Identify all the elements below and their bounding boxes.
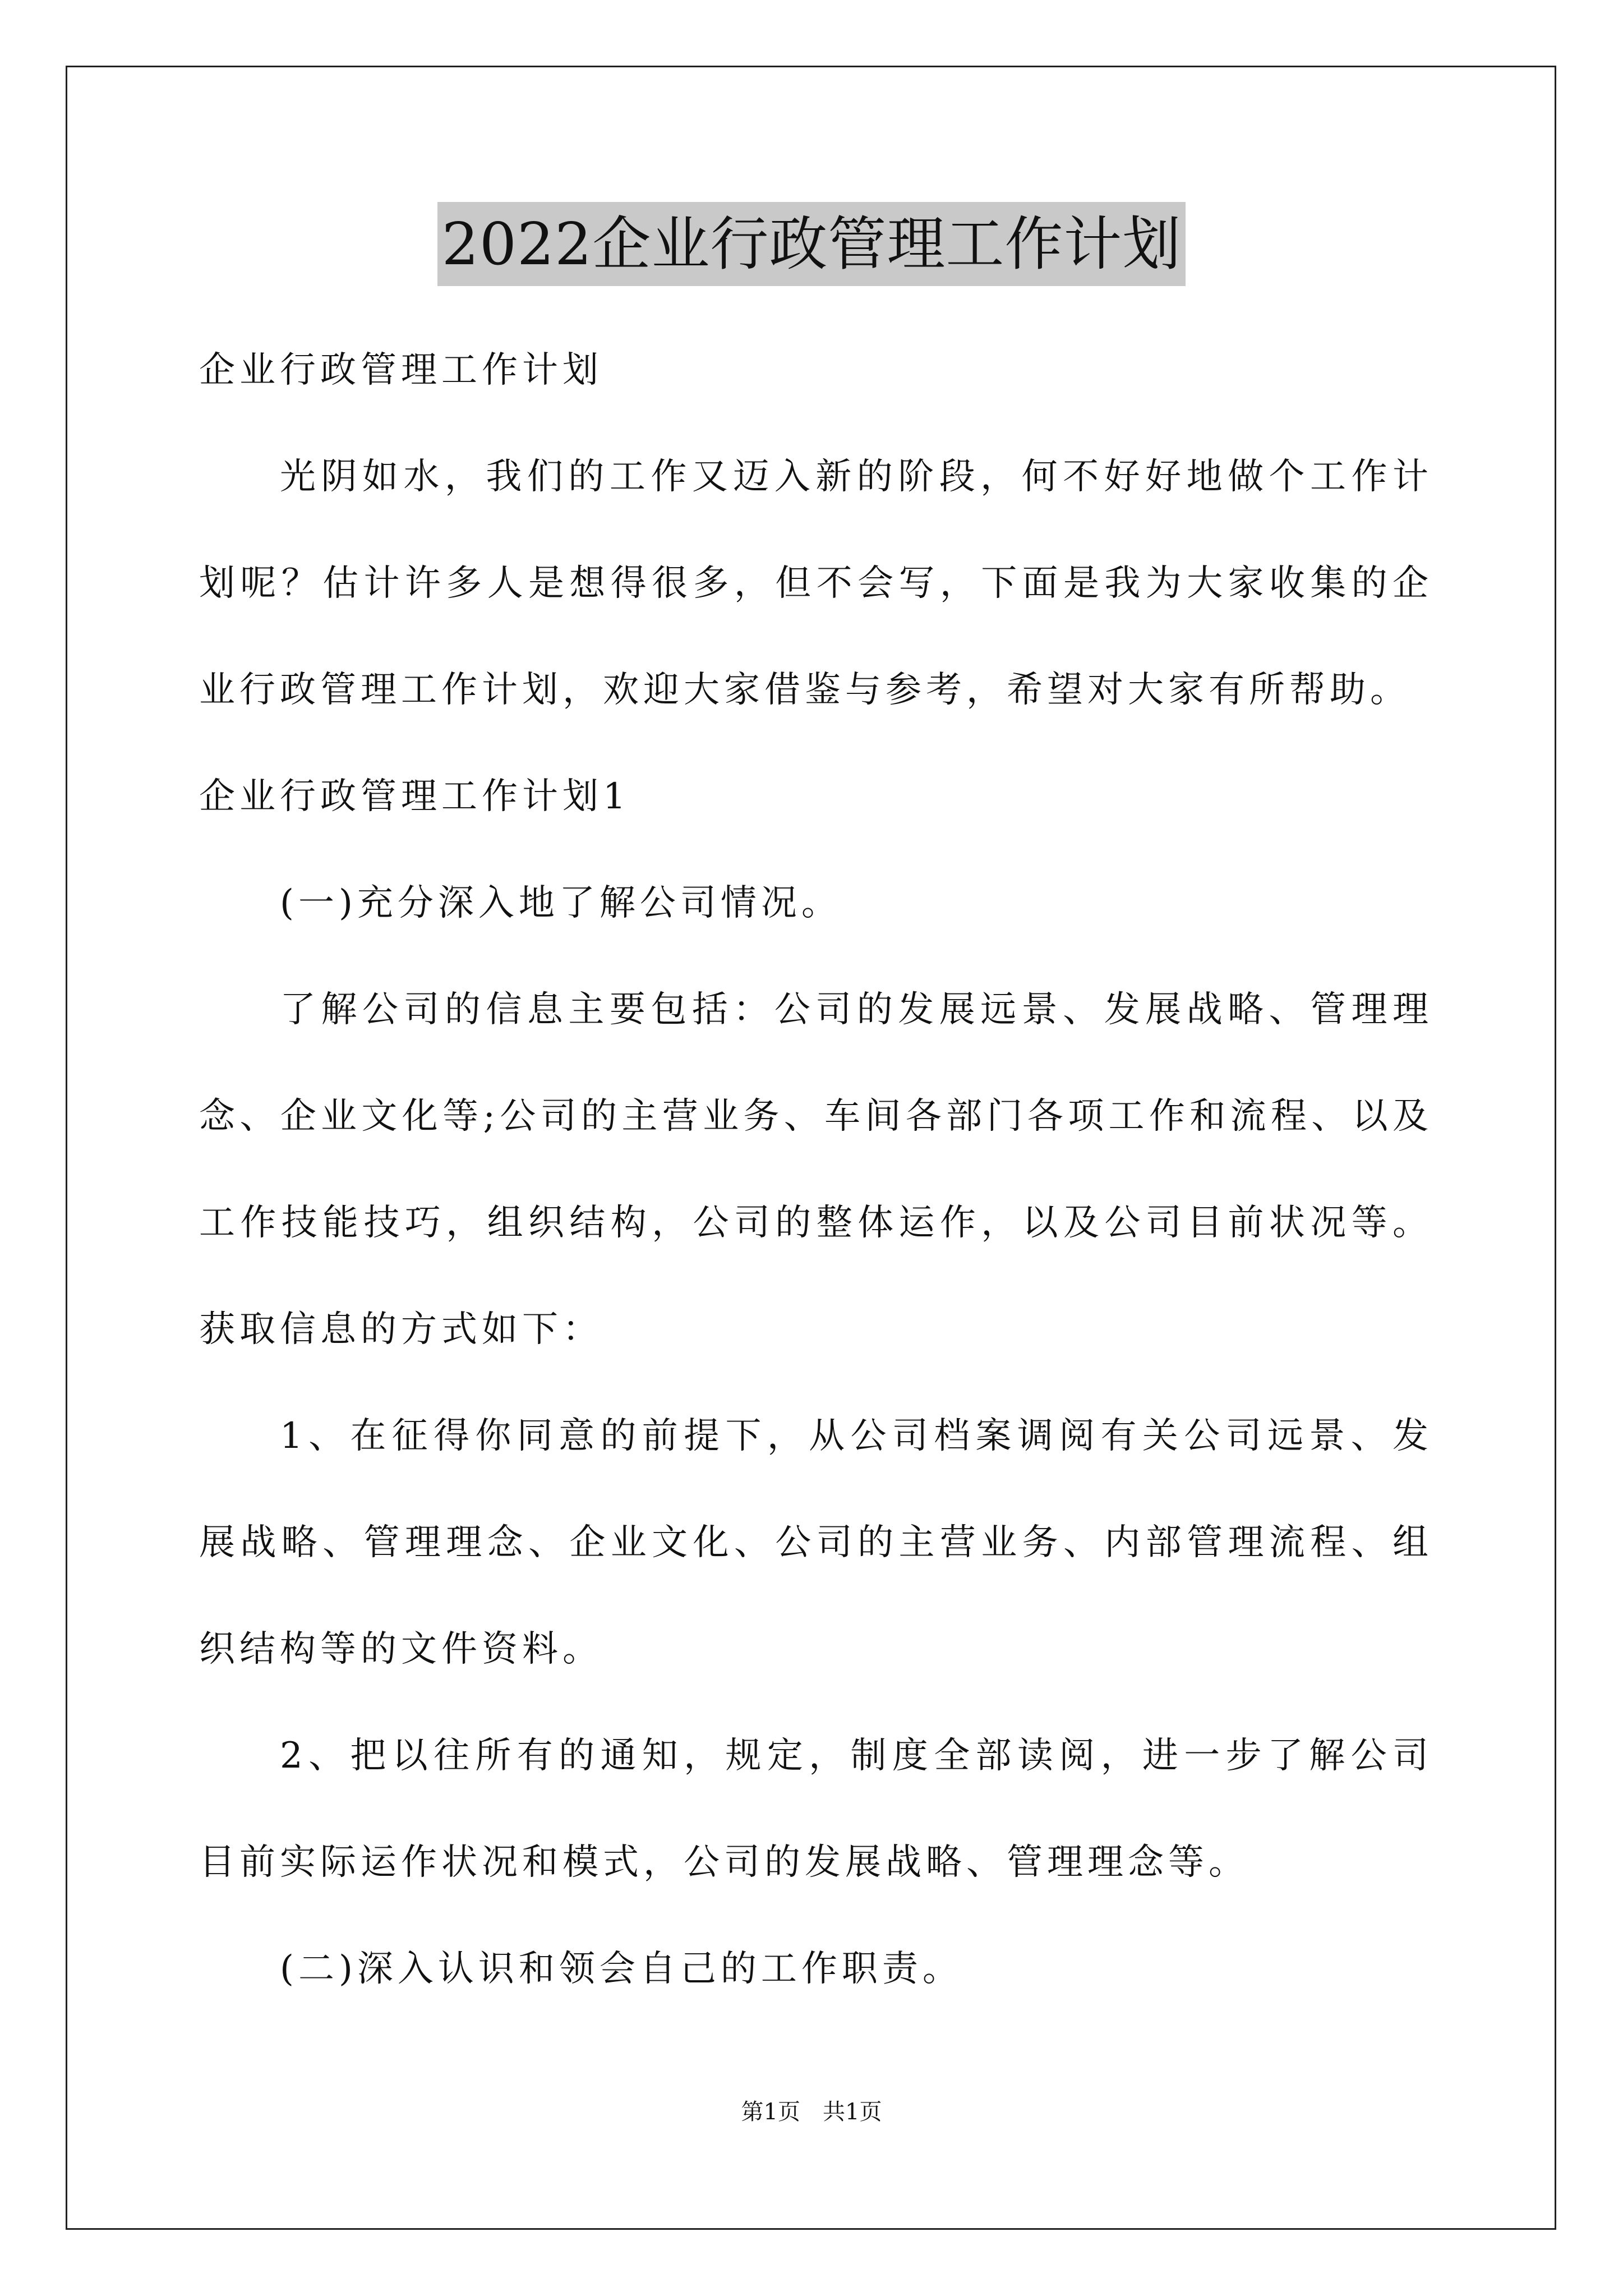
paragraph: 企业行政管理工作计划1: [199, 776, 630, 817]
paragraph: (二)深入认识和领会自己的工作职责。: [280, 1948, 963, 1990]
document-body: [199, 317, 1433, 2022]
page-total: 共1页: [823, 2099, 882, 2125]
paragraph: 企业行政管理工作计划: [199, 349, 603, 391]
paragraph: 1、在征得你同意的前提下，从公司档案调阅有关公司远景、发展战略、管理理念、企业文化、公司的主营业务、内部管理流程、组织结构等的文件资料。: [199, 1415, 1433, 1670]
title-container: [0, 202, 1623, 286]
paragraph: 2、把以往所有的通知，规定，制度全部读阅，进一步了解公司目前实际运作状况和模式，公司的发展战略、管理理念等。: [199, 1735, 1433, 1883]
paragraph: 光阴如水，我们的工作又迈入新的阶段，何不好好地做个工作计划呢？估计许多人是想得很多，但不会写，下面是我为大家收集的企业行政管理工作计划，欢迎大家借鉴与参考，希望对大家有所帮助。: [199, 456, 1433, 711]
page-number: 第1页: [741, 2099, 800, 2125]
paragraph: (一)充分深入地了解公司情况。: [280, 882, 842, 924]
paragraph: 了解公司的信息主要包括：公司的发展远景、发展战略、管理理念、企业文化等;公司的主营业务、车间各部门各项工作和流程、以及工作技能技巧，组织结构，公司的整体运作，以及公司目前状况等。获取信息的方式如下：: [199, 989, 1433, 1350]
document-title: 2022企业行政管理工作计划: [437, 202, 1186, 286]
page-footer: [0, 2095, 1623, 2129]
